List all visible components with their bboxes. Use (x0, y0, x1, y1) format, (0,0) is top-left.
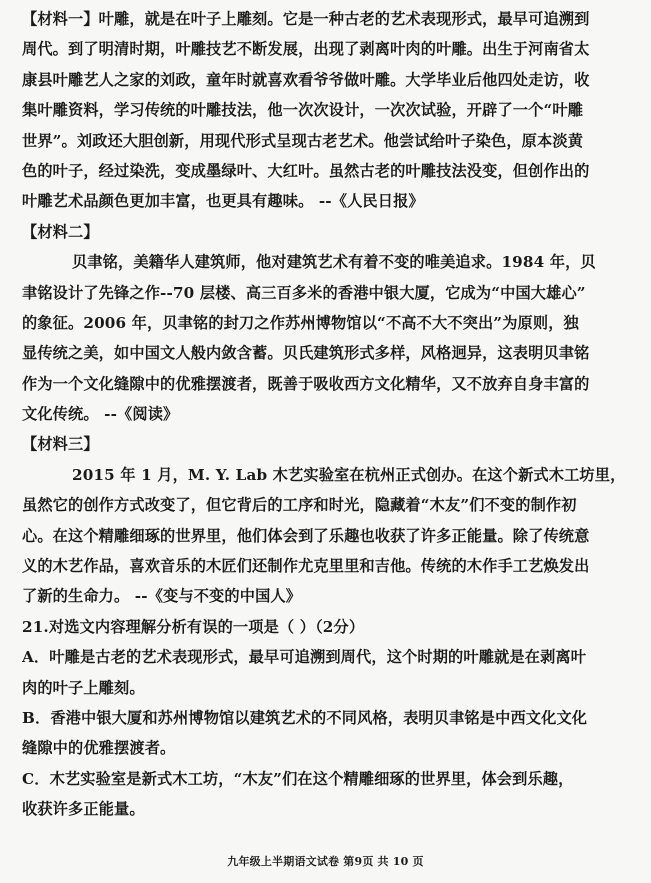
page-footer: 九年级上半期语文试卷 第9页 共 10 页 (227, 855, 424, 868)
material-3-line: 2015 年 1 月，M. Y. Lab 木艺实验室在杭州正式创办。在这个新式木工坊里， (72, 465, 626, 484)
material-3-line: 虽然它的创作方式改变了，但它背后的工序和时光，隐藏着“木友”们不变的制作初 (22, 496, 577, 515)
material-3-line: 了新的生命力。 --《变与不变的中国人》 (22, 587, 302, 606)
option-b-line-2: 缝隙中的优雅摆渡者。 (22, 739, 176, 758)
material-3-line: 义的木艺作品，喜欢音乐的木匠们还制作尤克里里和吉他。传统的木作手工艺焕发出 (22, 557, 590, 576)
material-3 (22, 429, 637, 611)
material-2-line: 的象征。2006 年，贝聿铭的封刀之作苏州博物馆以“不高不大不突出”为原则，独 (22, 313, 579, 332)
material-1-line: 集叶雕资料，学习传统的叶雕技法，他一次次设计，一次次试验，开辟了一个“叶雕 (22, 101, 584, 120)
material-2-heading: 【材料二】 (22, 222, 99, 241)
material-3-line: 心。在这个精雕细琢的世界里，他们体会到了乐趣也收获了许多正能量。除了传统意 (22, 526, 590, 545)
material-2-line: 贝聿铭，美籍华人建筑师，他对建筑艺术有着不变的唯美追求。1984 年，贝 (72, 253, 596, 272)
material-2-line: 文化传统。 --《阅读》 (22, 405, 179, 424)
option-a-line-1: A．叶雕是古老的艺术表现形式，最早可追溯到周代，这个时期的叶雕就是在剥离叶 (22, 648, 587, 667)
option-b-line-1: B．香港中银大厦和苏州博物馆以建筑艺术的不同风格，表明贝聿铭是中西文化文化 (22, 708, 588, 727)
material-2-line: 显传统之美，如中国文人般内敛含蓄。贝氏建筑形式多样，风格迥异，这表明贝聿铭 (22, 344, 590, 363)
material-2-line: 聿铭设计了先锋之作--70 层楼、高三百多米的香港中银大厦，它成为“中国大雄心” (22, 283, 586, 302)
material-1 (22, 4, 637, 217)
question-stem: 21.对选文内容理解分析有误的一项是（ ）（2分） (22, 617, 365, 636)
material-1-line: 周代。到了明清时期，叶雕技艺不断发展，出现了剥离叶肉的叶雕。出生于河南省太 (22, 40, 590, 59)
material-1-line: 康县叶雕艺人之家的刘政，童年时就喜欢看爷爷做叶雕。大学毕业后他四处走访，收 (22, 70, 590, 89)
option-c-line-2: 收获许多正能量。 (22, 800, 145, 819)
option-c-line-1: C．木艺实验室是新式木工坊，“木友”们在这个精雕细琢的世界里，体会到乐趣， (22, 769, 574, 788)
material-1-line: 色的叶子，经过染洗，变成墨绿叶、大红叶。虽然古老的叶雕技法没变，但创作出的 (22, 161, 590, 180)
material-3-heading: 【材料三】 (22, 435, 99, 454)
option-a-line-2: 肉的叶子上雕刻。 (22, 678, 145, 697)
material-2-line: 作为一个文化缝隙中的优雅摆渡者，既善于吸收西方文化精华，又不放弃自身丰富的 (22, 374, 590, 393)
material-1-line: 世界”。刘政还大胆创新，用现代形式呈现古老艺术。他尝试给叶子染色，原本淡黄 (22, 131, 584, 150)
material-2 (22, 217, 637, 430)
material-1-line: 【材料一】叶雕，就是在叶子上雕刻。它是一种古老的艺术表现形式，最早可追溯到 (22, 10, 590, 28)
material-1-line: 叶雕艺术品颜色更加丰富，也更具有趣味。 --《人民日报》 (22, 192, 424, 211)
question-21 (22, 612, 637, 825)
